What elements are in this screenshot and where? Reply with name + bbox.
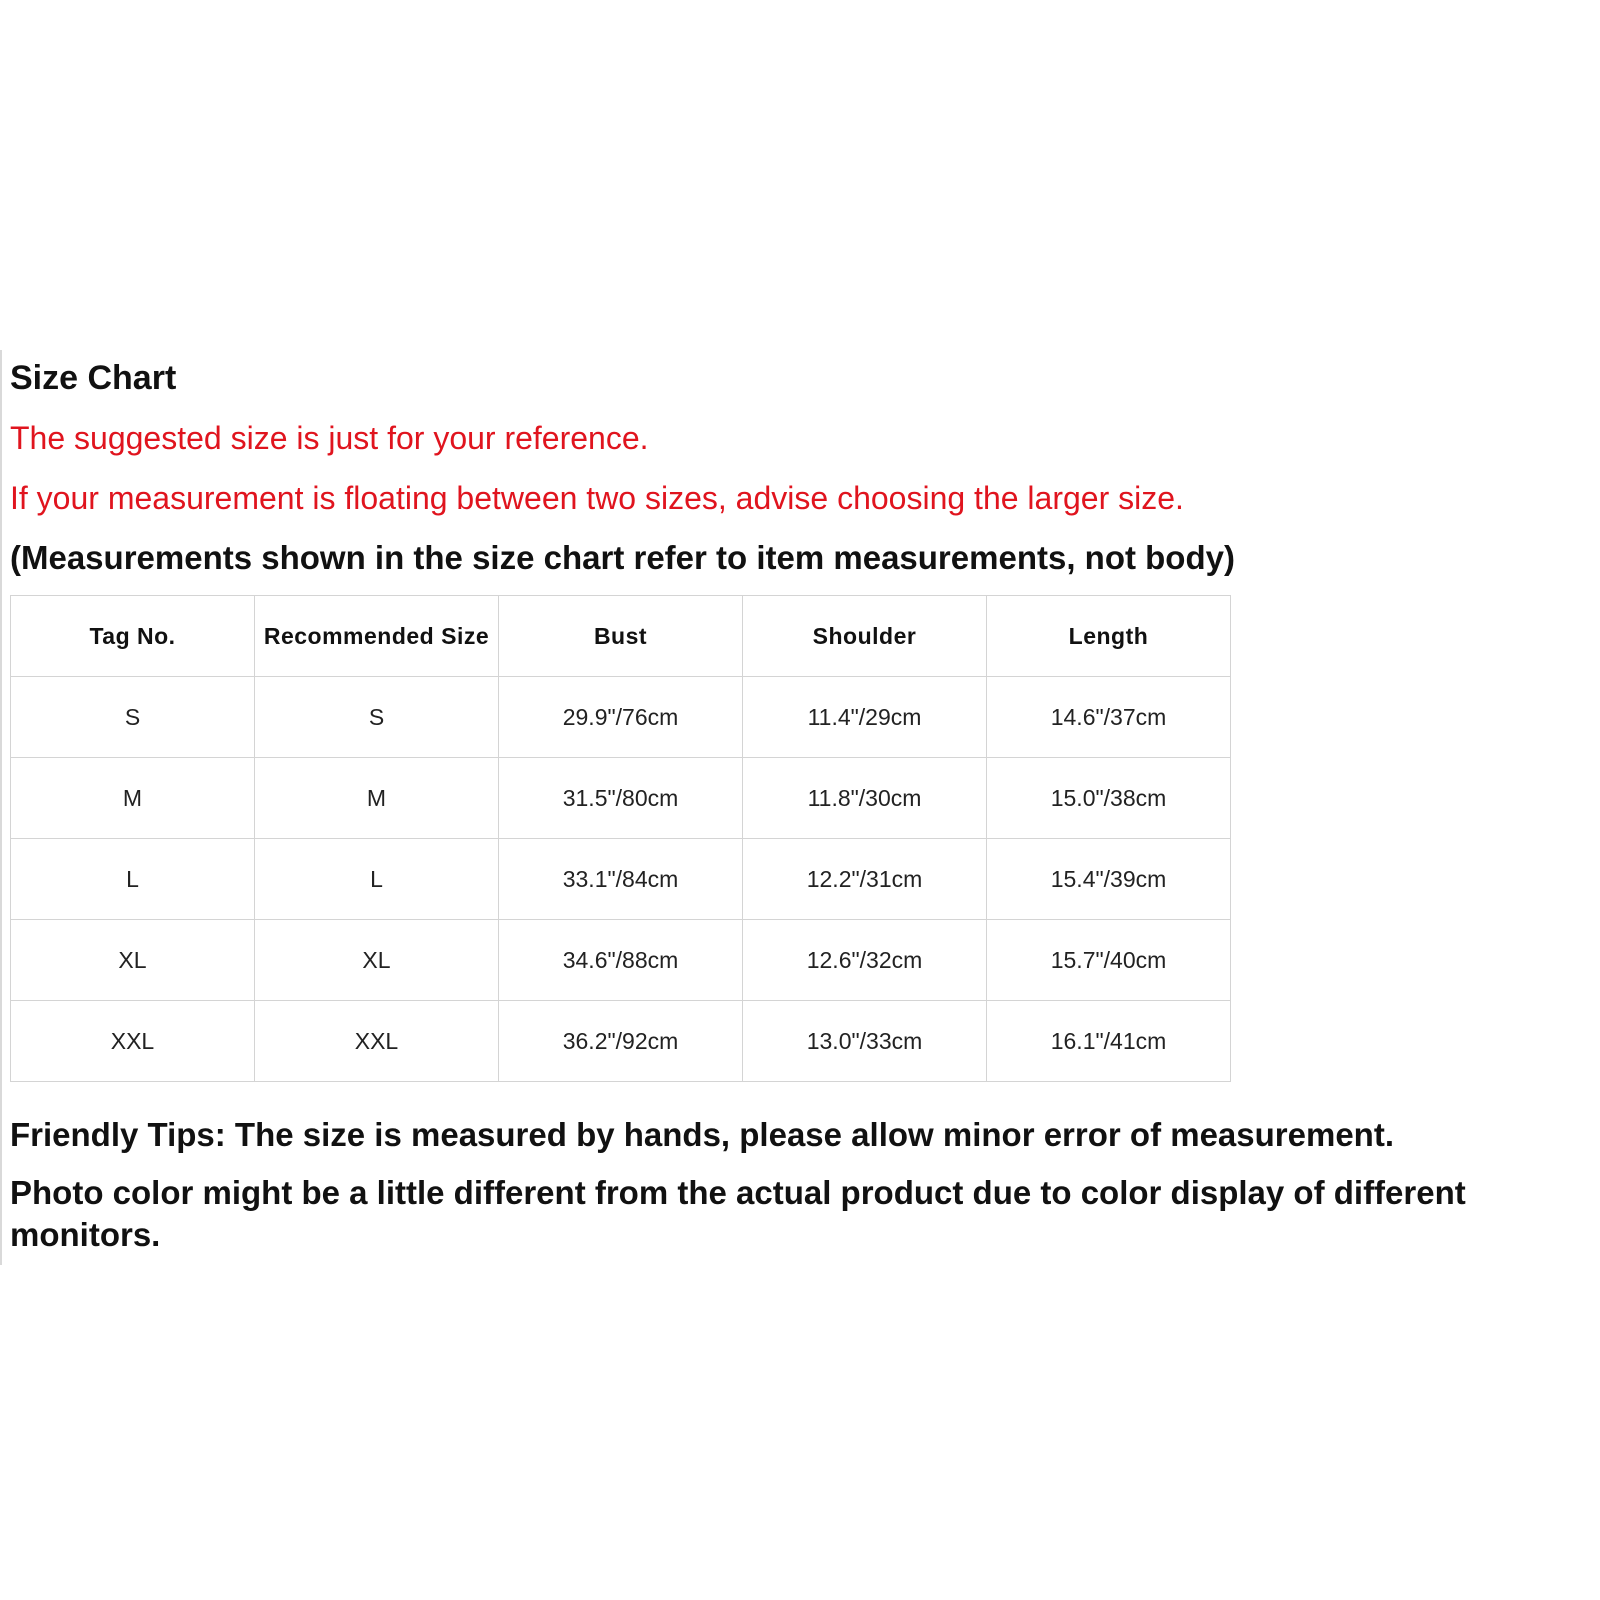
cell-tag-no: XL xyxy=(11,920,255,1001)
cell-recommended-size: XL xyxy=(255,920,499,1001)
cell-length: 15.7"/40cm xyxy=(987,920,1231,1001)
column-header-recommended-size: Recommended Size xyxy=(255,596,499,677)
left-divider xyxy=(0,350,2,1265)
cell-tag-no: S xyxy=(11,677,255,758)
table-row xyxy=(11,758,1231,839)
cell-length: 15.4"/39cm xyxy=(987,839,1231,920)
cell-tag-no: XXL xyxy=(11,1001,255,1082)
cell-recommended-size: XXL xyxy=(255,1001,499,1082)
cell-bust: 33.1"/84cm xyxy=(499,839,743,920)
size-chart-section xyxy=(10,356,1592,1256)
cell-shoulder: 12.2"/31cm xyxy=(743,839,987,920)
cell-bust: 31.5"/80cm xyxy=(499,758,743,839)
cell-length: 14.6"/37cm xyxy=(987,677,1231,758)
cell-tag-no: L xyxy=(11,839,255,920)
cell-length: 16.1"/41cm xyxy=(987,1001,1231,1082)
cell-recommended-size: S xyxy=(255,677,499,758)
table-row xyxy=(11,839,1231,920)
cell-bust: 34.6"/88cm xyxy=(499,920,743,1001)
cell-length: 15.0"/38cm xyxy=(987,758,1231,839)
larger-size-notice: If your measurement is floating between two sizes, advise choosing the larger size. xyxy=(10,480,1184,516)
cell-recommended-size: L xyxy=(255,839,499,920)
cell-bust: 36.2"/92cm xyxy=(499,1001,743,1082)
column-header-bust: Bust xyxy=(499,596,743,677)
friendly-tips: Friendly Tips: The size is measured by hands, please allow minor error of measurement. xyxy=(10,1116,1394,1153)
cell-shoulder: 11.4"/29cm xyxy=(743,677,987,758)
table-row xyxy=(11,920,1231,1001)
cell-tag-no: M xyxy=(11,758,255,839)
table-row xyxy=(11,677,1231,758)
photo-color-note: Photo color might be a little different from the actual product due to color display of different monitors. xyxy=(10,1174,1466,1253)
column-header-tag-no: Tag No. xyxy=(11,596,255,677)
column-header-shoulder: Shoulder xyxy=(743,596,987,677)
cell-shoulder: 12.6"/32cm xyxy=(743,920,987,1001)
cell-shoulder: 11.8"/30cm xyxy=(743,758,987,839)
measurement-note: (Measurements shown in the size chart refer to item measurements, not body) xyxy=(10,539,1235,576)
table-row xyxy=(11,1001,1231,1082)
cell-recommended-size: M xyxy=(255,758,499,839)
table-header-row xyxy=(11,596,1231,677)
size-table xyxy=(10,595,1231,1082)
cell-bust: 29.9"/76cm xyxy=(499,677,743,758)
cell-shoulder: 13.0"/33cm xyxy=(743,1001,987,1082)
reference-notice: The suggested size is just for your reference. xyxy=(10,420,649,456)
column-header-length: Length xyxy=(987,596,1231,677)
page-title: Size Chart xyxy=(10,359,177,397)
